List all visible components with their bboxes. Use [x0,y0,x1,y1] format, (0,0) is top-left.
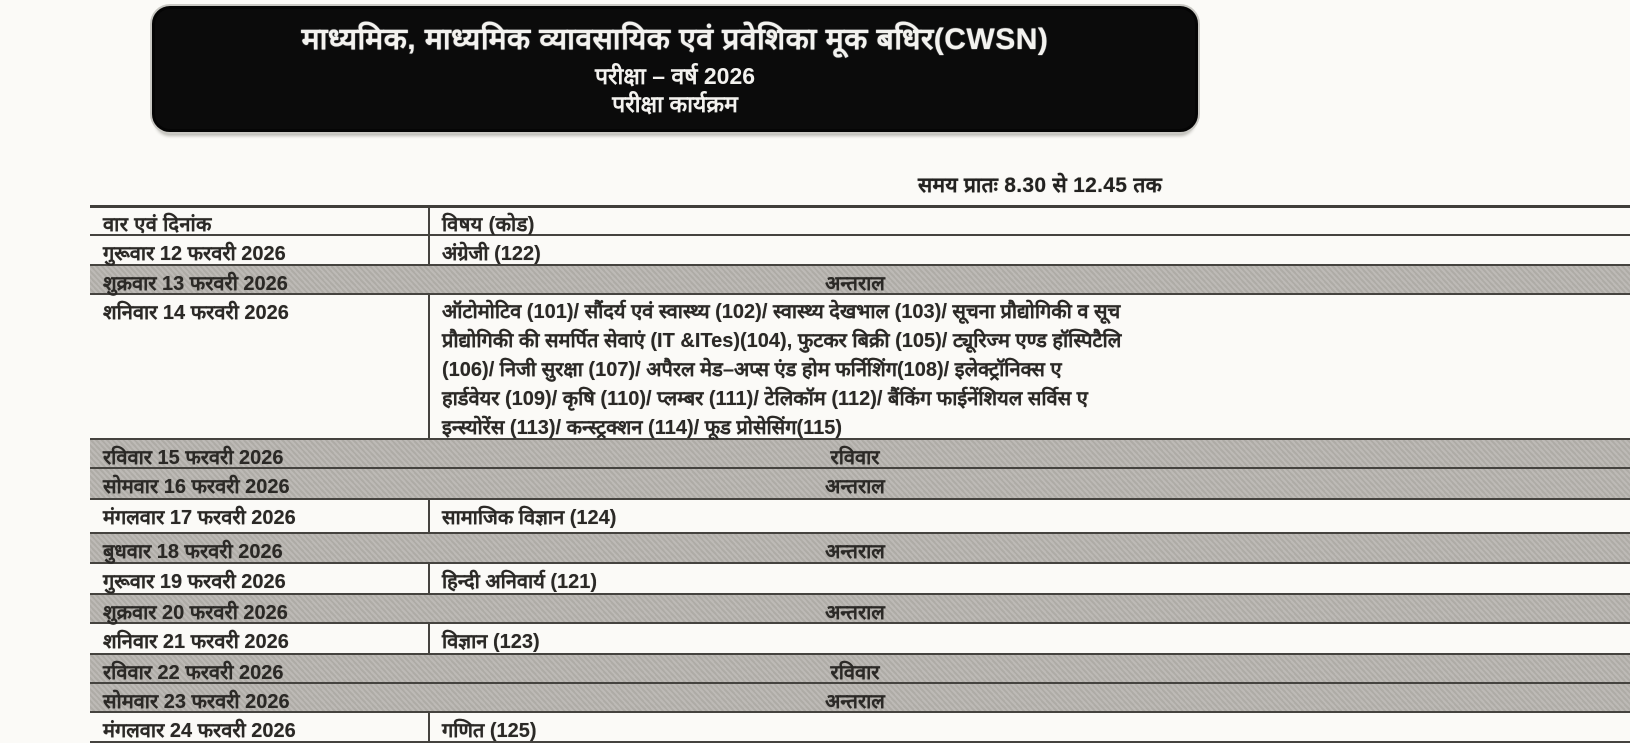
date-cell: शनिवार 21 फरवरी 2026 [90,624,430,653]
subject-line: हार्डवेयर (109)/ कृषि (110)/ प्लम्बर (111)/ टेलिकॉम (112)/ बैंकिंग फाईनेंशियल सर्विस ए [442,388,1088,410]
table-row [90,266,1630,295]
table-header-row [90,208,1630,236]
subject-line: इन्स्योरेंस (113)/ कन्स्ट्रक्शन (114)/ फूड प्रोसेसिंग(115) [442,417,843,439]
table-row [90,500,1630,534]
exam-year: परीक्षा – वर्ष 2026 [594,62,756,89]
date-cell: शनिवार 14 फरवरी 2026 [90,295,430,438]
column-header-subject: विषय (कोड) [442,214,535,236]
subject-line: ऑटोमोटिव (101)/ सौंदर्य एवं स्वास्थ्य (102)/ स्वास्थ्य देखभाल (103)/ सूचना प्रौद्योगिकी व सूच [442,301,1121,323]
merged-subject-cell: अन्तराल [825,476,885,498]
table-row [90,440,1630,469]
merged-subject-cell: अन्तराल [825,602,885,624]
subject-cell: अंग्रेजी (122) [442,243,541,265]
merged-subject-cell: अन्तराल [825,273,885,295]
table-row [90,469,1630,500]
date-cell: सोमवार 16 फरवरी 2026 [103,476,290,498]
table-body [90,236,1630,743]
subject-cell: गणित (125) [442,720,537,742]
subject-line: प्रौद्योगिकी की समर्पित सेवाएं (IT &ITes)(104), फुटकर बिक्री (105)/ ट्यूरिज्म एण्ड हॉस्पिटैलि [442,330,1122,352]
date-cell: बुधवार 18 फरवरी 2026 [103,541,283,563]
subject-cell: हिन्दी अनिवार्य (121) [442,571,598,593]
table-row [90,534,1630,564]
exam-schedule-table [90,205,1630,743]
subject-line: (106)/ निजी सुरक्षा (107)/ अपैरल मेड–अप्स एंड होम फर्निशिंग(108)/ इलेक्ट्रॉनिक्स ए [442,359,1062,381]
table-row [90,595,1630,624]
date-cell: गुरूवार 19 फरवरी 2026 [90,564,430,593]
column-header-date: वार एवं दिनांक [90,208,430,234]
title-banner [152,6,1198,132]
merged-subject-cell: रविवार [830,447,880,469]
date-cell: रविवार 22 फरवरी 2026 [103,662,284,684]
table-row [90,655,1630,684]
table-row [90,236,1630,266]
date-cell: मंगलवार 17 फरवरी 2026 [90,500,430,532]
date-cell: रविवार 15 फरवरी 2026 [103,447,284,469]
table-row [90,564,1630,595]
date-cell: सोमवार 23 फरवरी 2026 [103,691,290,713]
date-cell: शुक्रवार 13 फरवरी 2026 [103,273,288,295]
merged-subject-cell: अन्तराल [825,541,885,563]
exam-programme-label: परीक्षा कार्यक्रम [612,90,738,117]
merged-subject-cell: अन्तराल [825,691,885,713]
subject-cell: विज्ञान (123) [442,631,540,653]
exam-title: माध्यमिक, माध्यमिक व्यावसायिक एवं प्रवेशिका मूक बधिर(CWSN) [301,22,1049,56]
table-row [90,295,1630,440]
table-row [90,624,1630,655]
date-cell: गुरूवार 12 फरवरी 2026 [90,236,430,264]
merged-subject-cell: रविवार [830,662,880,684]
subject-cell [430,295,1630,438]
subject-cell: सामाजिक विज्ञान (124) [442,507,617,529]
date-cell: मंगलवार 24 फरवरी 2026 [90,713,430,741]
date-cell: शुक्रवार 20 फरवरी 2026 [103,602,288,624]
table-row [90,684,1630,713]
exam-time-note: समय प्रातः 8.30 से 12.45 तक [918,174,1163,197]
table-row [90,713,1630,743]
